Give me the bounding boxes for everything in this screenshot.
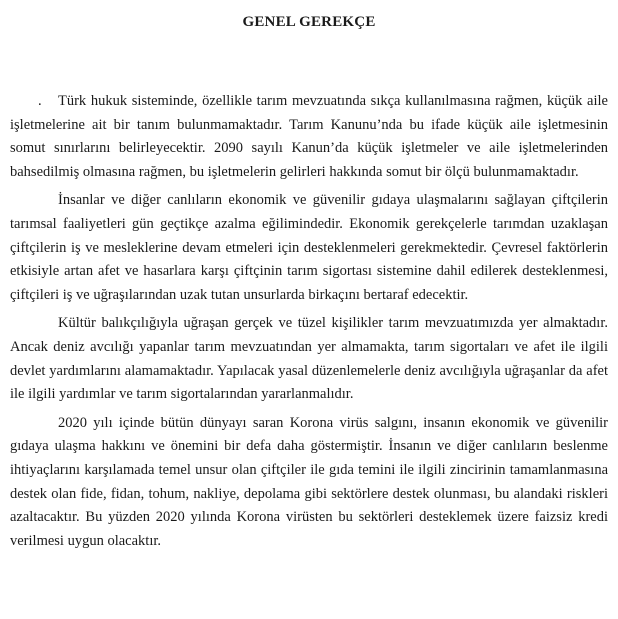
document-body <box>10 90 608 558</box>
paragraph-1-text: Türk hukuk sisteminde, özellikle tarım mevzuatında sıkça kullanılmasına rağmen, küçük aile işletmelerine ait bir tanım bulunmamaktadır. Tarım Kanunu’nda bu ifade küçük aile işletmesinin somut sınırlarını belirleyecektir. 2090 sayılı Kanun’da küçük işletmeler ve aile işletmelerinden bahsedilmiş olmasına rağmen, bu işletmelerin gelirleri hakkında somut bir ölçü bulunmamaktadır. <box>10 93 608 180</box>
document-title: GENEL GEREKÇE <box>242 14 376 30</box>
paragraph-3: Kültür balıkçılığıyla uğraşan gerçek ve tüzel kişilikler tarım mevzuatımızda yer almaktadır. Ancak deniz avcılığı yapanlar tarım mevzuatından yer almamakta, tarım sigortaları ve afet ile ilgili devlet yardımlarını alamamaktadır. Yapılacak yasal düzenlemelerle deniz avcılığıyla uğraşanlar da afet ile ilgili yardımlar ve tarım sigortalarından yararlanmalıdır. <box>10 315 608 403</box>
leading-mark: . <box>38 93 42 109</box>
paragraph-2: İnsanlar ve diğer canlıların ekonomik ve güvenilir gıdaya ulaşmalarını sağlayan çiftçilerin tarımsal faaliyetleri gün geçtikçe azalma eğilimindedir. Ekonomik gerekçelerle tarımdan uzaklaşan çiftçilerin iş ve mesleklerine devam etmeleri için desteklenmeleri gerekmektedir. Çevresel faktörlerin etkisiyle artan afet ve hasarlara karşı çiftçinin tarım sigortası sistemine dahil edilerek desteklenmesi, çiftçileri iş ve uğraşılarından uzak tutan unsurlarda birkaçını bertaraf edecektir. <box>10 192 608 303</box>
paragraph-1 <box>10 90 608 184</box>
paragraph-4: 2020 yılı içinde bütün dünyayı saran Korona virüs salgını, insanın ekonomik ve güvenilir gıdaya ulaşma hakkını ve önemini bir defa daha göstermiştir. İnsanın ve diğer canlıların beslenme ihtiyaçlarını karşılamada temel unsur olan çiftçiler ile gıda temini ile ilgili zincirinin tamamlanmasına destek olan fide, fidan, tohum, nakliye, depolama gibi sektörlere destek olunması, bu alandaki riskleri azaltacaktır. Bu yüzden 2020 yılında Korona virüsten bu sektörleri desteklemek üzere faizsiz kredi verilmesi uygun olacaktır. <box>10 414 608 549</box>
